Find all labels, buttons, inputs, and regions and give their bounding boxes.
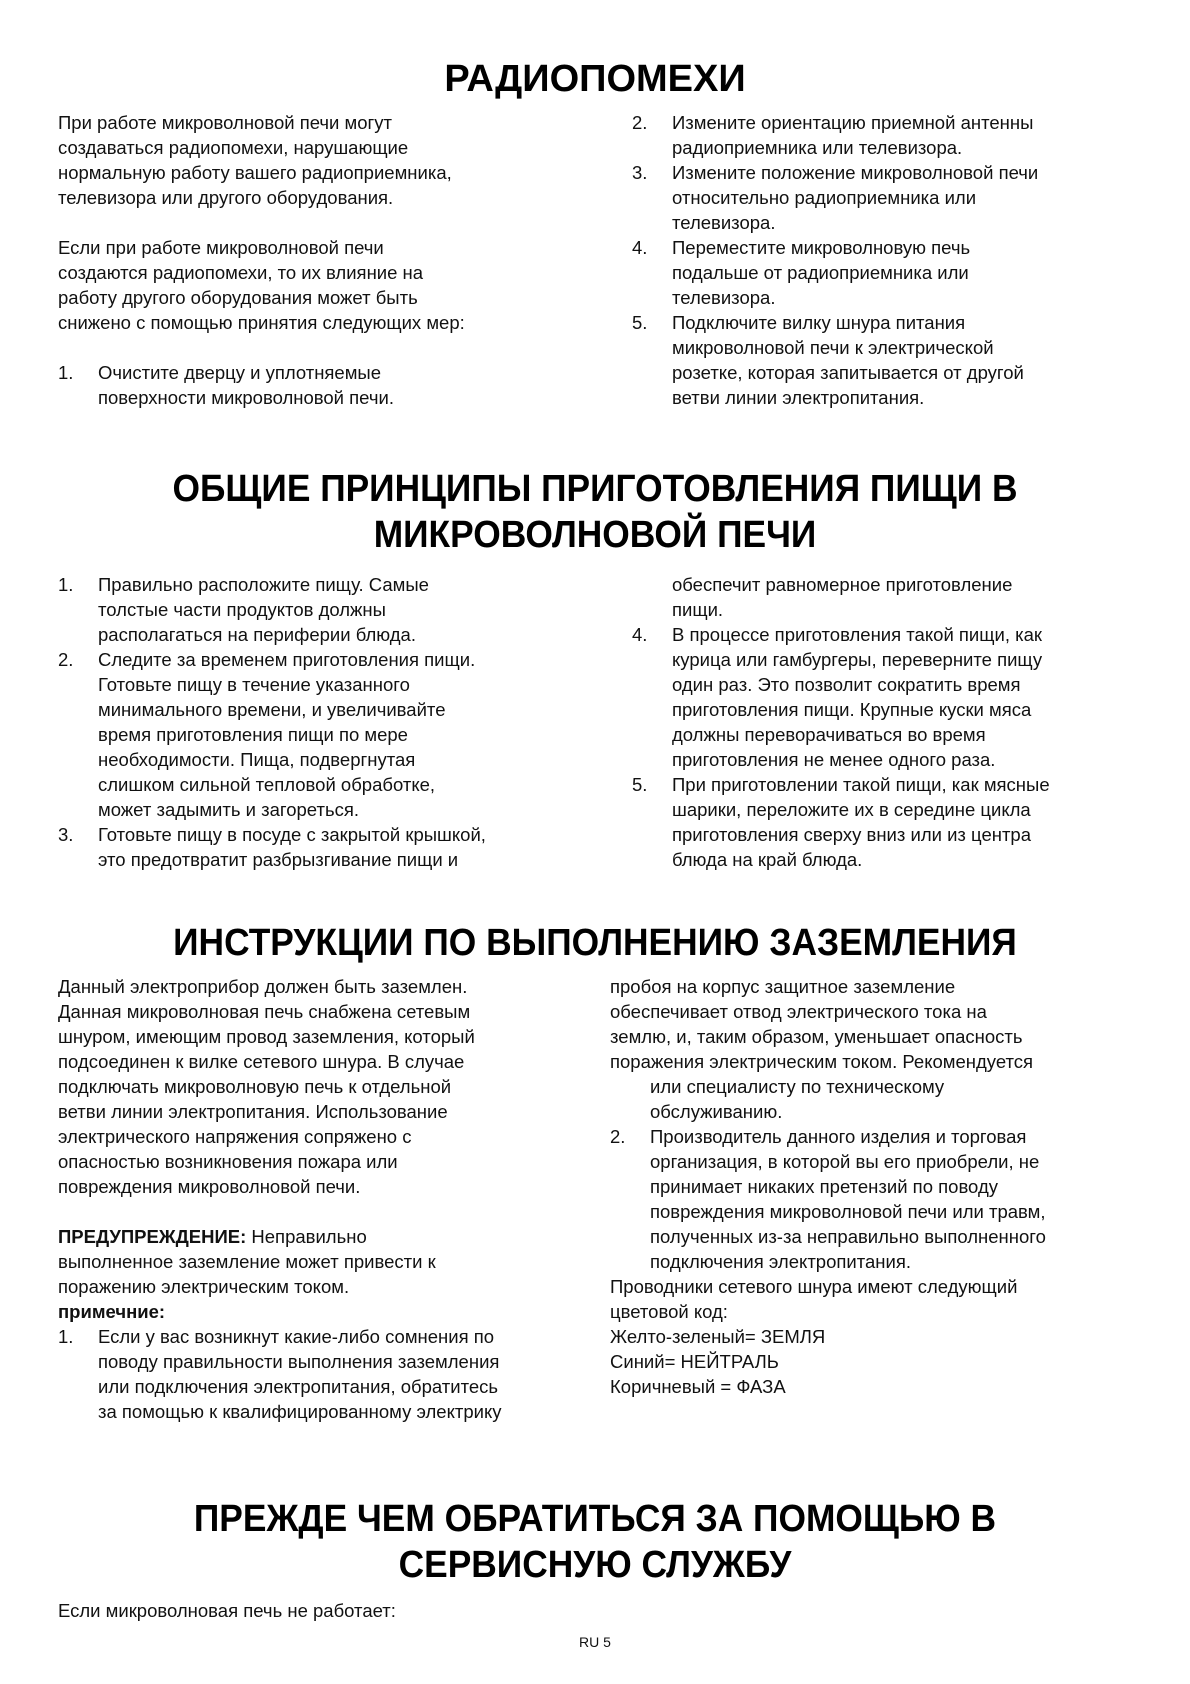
text-line: принимает никаких претензий по поводу bbox=[650, 1176, 998, 1197]
text-line: обеспечивает отвод электрического тока на bbox=[610, 1001, 987, 1022]
text-line: При работе микроволновой печи могут bbox=[58, 112, 393, 133]
text-line: розетке, которая запитывается от другой bbox=[672, 362, 1024, 383]
text-line: пищи. bbox=[672, 599, 724, 620]
text-line: Готовьте пищу в течение указанного bbox=[98, 674, 410, 695]
text-line: работу другого оборудования может быть bbox=[58, 287, 418, 308]
text-line: повреждения микроволновой печи или травм, bbox=[650, 1201, 1046, 1222]
text-line: телевизора или другого оборудования. bbox=[58, 187, 394, 208]
list-text bbox=[672, 622, 1172, 772]
list-item bbox=[632, 160, 1152, 235]
title-line: ПРЕЖДЕ ЧЕМ ОБРАТИТЬСЯ ЗА ПОМОЩЬЮ В bbox=[193, 1498, 997, 1540]
text-line: телевизора. bbox=[672, 212, 776, 233]
list-text bbox=[672, 235, 1152, 310]
section-title-cooking-principles bbox=[42, 466, 1149, 558]
list-number: 3. bbox=[58, 824, 74, 845]
warning-line bbox=[58, 1224, 598, 1249]
text-line: снижено с помощью принятия следующих мер: bbox=[58, 312, 465, 333]
list-text bbox=[672, 772, 1172, 872]
text-line: или подключения электропитания, обратитесь bbox=[98, 1376, 499, 1397]
text-line: ветви линии электропитания. Использование bbox=[58, 1101, 448, 1122]
warning-label: ПРЕДУПРЕЖДЕНИЕ: bbox=[58, 1226, 247, 1247]
wire-color-codes bbox=[610, 1324, 1160, 1399]
text-line: обеспечит равномерное приготовление bbox=[672, 574, 1013, 595]
list-text bbox=[98, 647, 598, 822]
list-number: 2. bbox=[632, 112, 648, 133]
text-line: приготовления не менее одного раза. bbox=[672, 749, 996, 770]
list-number: 1. bbox=[58, 362, 74, 383]
text-line: повреждения микроволновой печи. bbox=[58, 1176, 361, 1197]
text-line: Проводники сетевого шнура имеют следующий bbox=[610, 1276, 1018, 1297]
text-line: Правильно расположите пищу. Самые bbox=[98, 574, 429, 595]
list-item bbox=[632, 235, 1152, 310]
radio-left-column bbox=[58, 110, 578, 410]
text-line: Очистите дверцу и уплотняемые bbox=[98, 362, 382, 383]
text-line: Подключите вилку шнура питания bbox=[672, 312, 966, 333]
wire-code-ground: Желто-зеленый= ЗЕМЛЯ bbox=[610, 1326, 826, 1347]
list-item bbox=[632, 622, 1172, 772]
text-line: поводу правильности выполнения заземления bbox=[98, 1351, 500, 1372]
grounding-left-column bbox=[58, 974, 598, 1424]
text-line: Если при работе микроволновой печи bbox=[58, 237, 384, 258]
list-item bbox=[58, 822, 598, 872]
text-line: пробоя на корпус защитное заземление bbox=[610, 976, 956, 997]
list-item bbox=[58, 360, 578, 410]
list-item bbox=[58, 572, 598, 647]
wire-code-phase: Коричневый = ФАЗА bbox=[610, 1376, 786, 1397]
list-text bbox=[98, 360, 578, 410]
text-line: Измените положение микроволновой печи bbox=[672, 162, 1039, 183]
section-title-radio-interference: РАДИОПОМЕХИ bbox=[444, 58, 746, 100]
warning-text: Неправильно bbox=[246, 1226, 367, 1247]
wire-code-neutral: Синий= НЕЙТРАЛЬ bbox=[610, 1351, 779, 1372]
list-number: 5. bbox=[632, 774, 648, 795]
text-line: может задымить и загореться. bbox=[98, 799, 359, 820]
note-label: примечние: bbox=[58, 1301, 166, 1322]
text-line: поражения электрическим током. Рекомендуется bbox=[610, 1051, 1034, 1072]
text-line: подальше от радиоприемника или bbox=[672, 262, 969, 283]
list-item bbox=[58, 647, 598, 822]
text-line: Измените ориентацию приемной антенны bbox=[672, 112, 1034, 133]
list-text bbox=[98, 572, 598, 647]
text-line: нормальную работу вашего радиоприемника, bbox=[58, 162, 452, 183]
cooking-right-column bbox=[632, 572, 1172, 872]
text-line: толстые части продуктов должны bbox=[98, 599, 386, 620]
text-line: блюда на край блюда. bbox=[672, 849, 863, 870]
list-item bbox=[632, 772, 1172, 872]
wire-color-intro bbox=[610, 1274, 1160, 1324]
list-number: 5. bbox=[632, 312, 648, 333]
text-line: Готовьте пищу в посуде с закрытой крышкой, bbox=[98, 824, 486, 845]
text-line: приготовления пищи. Крупные куски мяса bbox=[672, 699, 1032, 720]
list-item bbox=[610, 1124, 1160, 1274]
list-text bbox=[672, 160, 1152, 235]
text-line: микроволновой печи к электрической bbox=[672, 337, 994, 358]
text-line: полученных из-за неправильно выполненного bbox=[650, 1226, 1046, 1247]
text-line: относительно радиоприемника или bbox=[672, 187, 977, 208]
text-line: должны переворачиваться во время bbox=[672, 724, 986, 745]
page-number: RU 5 bbox=[579, 1634, 611, 1650]
text-line: Данный электроприбор должен быть заземлен. bbox=[58, 976, 468, 997]
text-line: Переместите микроволновую печь bbox=[672, 237, 971, 258]
text-line: подключать микроволновую печь к отдельной bbox=[58, 1076, 452, 1097]
text-line: При приготовлении такой пищи, как мясные bbox=[672, 774, 1050, 795]
grounding-paragraph-1 bbox=[58, 974, 598, 1199]
radio-right-column bbox=[632, 110, 1152, 410]
text-line: организация, в которой вы его приобрели, не bbox=[650, 1151, 1040, 1172]
list-number: 2. bbox=[610, 1126, 626, 1147]
warning-paragraph bbox=[58, 1224, 598, 1299]
list-item bbox=[632, 110, 1152, 160]
title-line: ОБЩИЕ ПРИНЦИПЫ ПРИГОТОВЛЕНИЯ ПИЩИ В bbox=[172, 468, 1018, 510]
text-line: слишком сильной тепловой обработке, bbox=[98, 774, 436, 795]
text-line: шнуром, имеющим провод заземления, который bbox=[58, 1026, 475, 1047]
text-line: подсоединен к вилке сетевого шнура. В случае bbox=[58, 1051, 465, 1072]
text-line: землю, и, таким образом, уменьшает опасность bbox=[610, 1026, 1023, 1047]
text-line: Производитель данного изделия и торговая bbox=[650, 1126, 1027, 1147]
radio-paragraph-2 bbox=[58, 235, 578, 335]
cooking-left-column bbox=[58, 572, 598, 872]
list-number: 1. bbox=[58, 574, 74, 595]
list-number: 4. bbox=[632, 624, 648, 645]
grounding-right-paragraph bbox=[610, 974, 1160, 1074]
text-line: поверхности микроволновой печи. bbox=[98, 387, 394, 408]
text-line: электрического напряжения сопряжено с bbox=[58, 1126, 412, 1147]
section-title-before-service bbox=[42, 1496, 1149, 1588]
text-line: это предотвратит разбрызгивание пищи и bbox=[98, 849, 459, 870]
text-line: телевизора. bbox=[672, 287, 776, 308]
grounding-right-column bbox=[610, 974, 1160, 1399]
list-number: 1. bbox=[58, 1326, 74, 1347]
text-line: время приготовления пищи по мере bbox=[98, 724, 408, 745]
text-line: цветовой код: bbox=[610, 1301, 728, 1322]
list-text bbox=[672, 310, 1152, 410]
list-text bbox=[98, 1324, 598, 1424]
text-line: подключения электропитания. bbox=[650, 1251, 911, 1272]
service-intro: Если микроволновая печь не работает: bbox=[58, 1600, 396, 1621]
list-text bbox=[98, 822, 598, 872]
text-line: располагаться на периферии блюда. bbox=[98, 624, 416, 645]
text-line: создаваться радиопомехи, нарушающие bbox=[58, 137, 409, 158]
text-line: обслуживанию. bbox=[650, 1101, 783, 1122]
list-number: 4. bbox=[632, 237, 648, 258]
text-line: Следите за временем приготовления пищи. bbox=[98, 649, 476, 670]
list-item-continuation bbox=[610, 1074, 1160, 1124]
text-line: один раз. Это позволит сократить время bbox=[672, 674, 1021, 695]
text-line: приготовления сверху вниз или из центра bbox=[672, 824, 1031, 845]
text-line: необходимости. Пища, подвергнутая bbox=[98, 749, 416, 770]
title-line: МИКРОВОЛНОВОЙ ПЕЧИ bbox=[373, 514, 817, 556]
text-line: поражению электрическим током. bbox=[58, 1276, 350, 1297]
text-line: ветви линии электропитания. bbox=[672, 387, 925, 408]
text-line: выполненное заземление может привести к bbox=[58, 1251, 436, 1272]
list-item bbox=[58, 1324, 598, 1424]
list-number: 2. bbox=[58, 649, 74, 670]
text-line: создаются радиопомехи, то их влияние на bbox=[58, 262, 424, 283]
list-text bbox=[650, 1124, 1160, 1274]
section-title-grounding: ИНСТРУКЦИИ ПО ВЫПОЛНЕНИЮ ЗАЗЕМЛЕНИЯ bbox=[173, 922, 1017, 964]
text-line: курица или гамбургеры, переверните пищу bbox=[672, 649, 1043, 670]
text-line: В процессе приготовления такой пищи, как bbox=[672, 624, 1042, 645]
list-item bbox=[632, 310, 1152, 410]
title-line: СЕРВИСНУЮ СЛУЖБУ bbox=[398, 1544, 792, 1586]
list-number: 3. bbox=[632, 162, 648, 183]
text-line: опасностью возникновения пожара или bbox=[58, 1151, 398, 1172]
text-line: радиоприемника или телевизора. bbox=[672, 137, 963, 158]
radio-paragraph-1 bbox=[58, 110, 578, 210]
text-line: Данная микроволновая печь снабжена сетевым bbox=[58, 1001, 471, 1022]
text-line: или специалисту по техническому bbox=[650, 1076, 945, 1097]
text-line: Если у вас возникнут какие-либо сомнения по bbox=[98, 1326, 495, 1347]
text-line: минимального времени, и увеличивайте bbox=[98, 699, 446, 720]
list-text bbox=[672, 110, 1152, 160]
text-line: шарики, переложите их в середине цикла bbox=[672, 799, 1031, 820]
list-item-continuation bbox=[632, 572, 1172, 622]
text-line: за помощью к квалифицированному электрику bbox=[98, 1401, 502, 1422]
